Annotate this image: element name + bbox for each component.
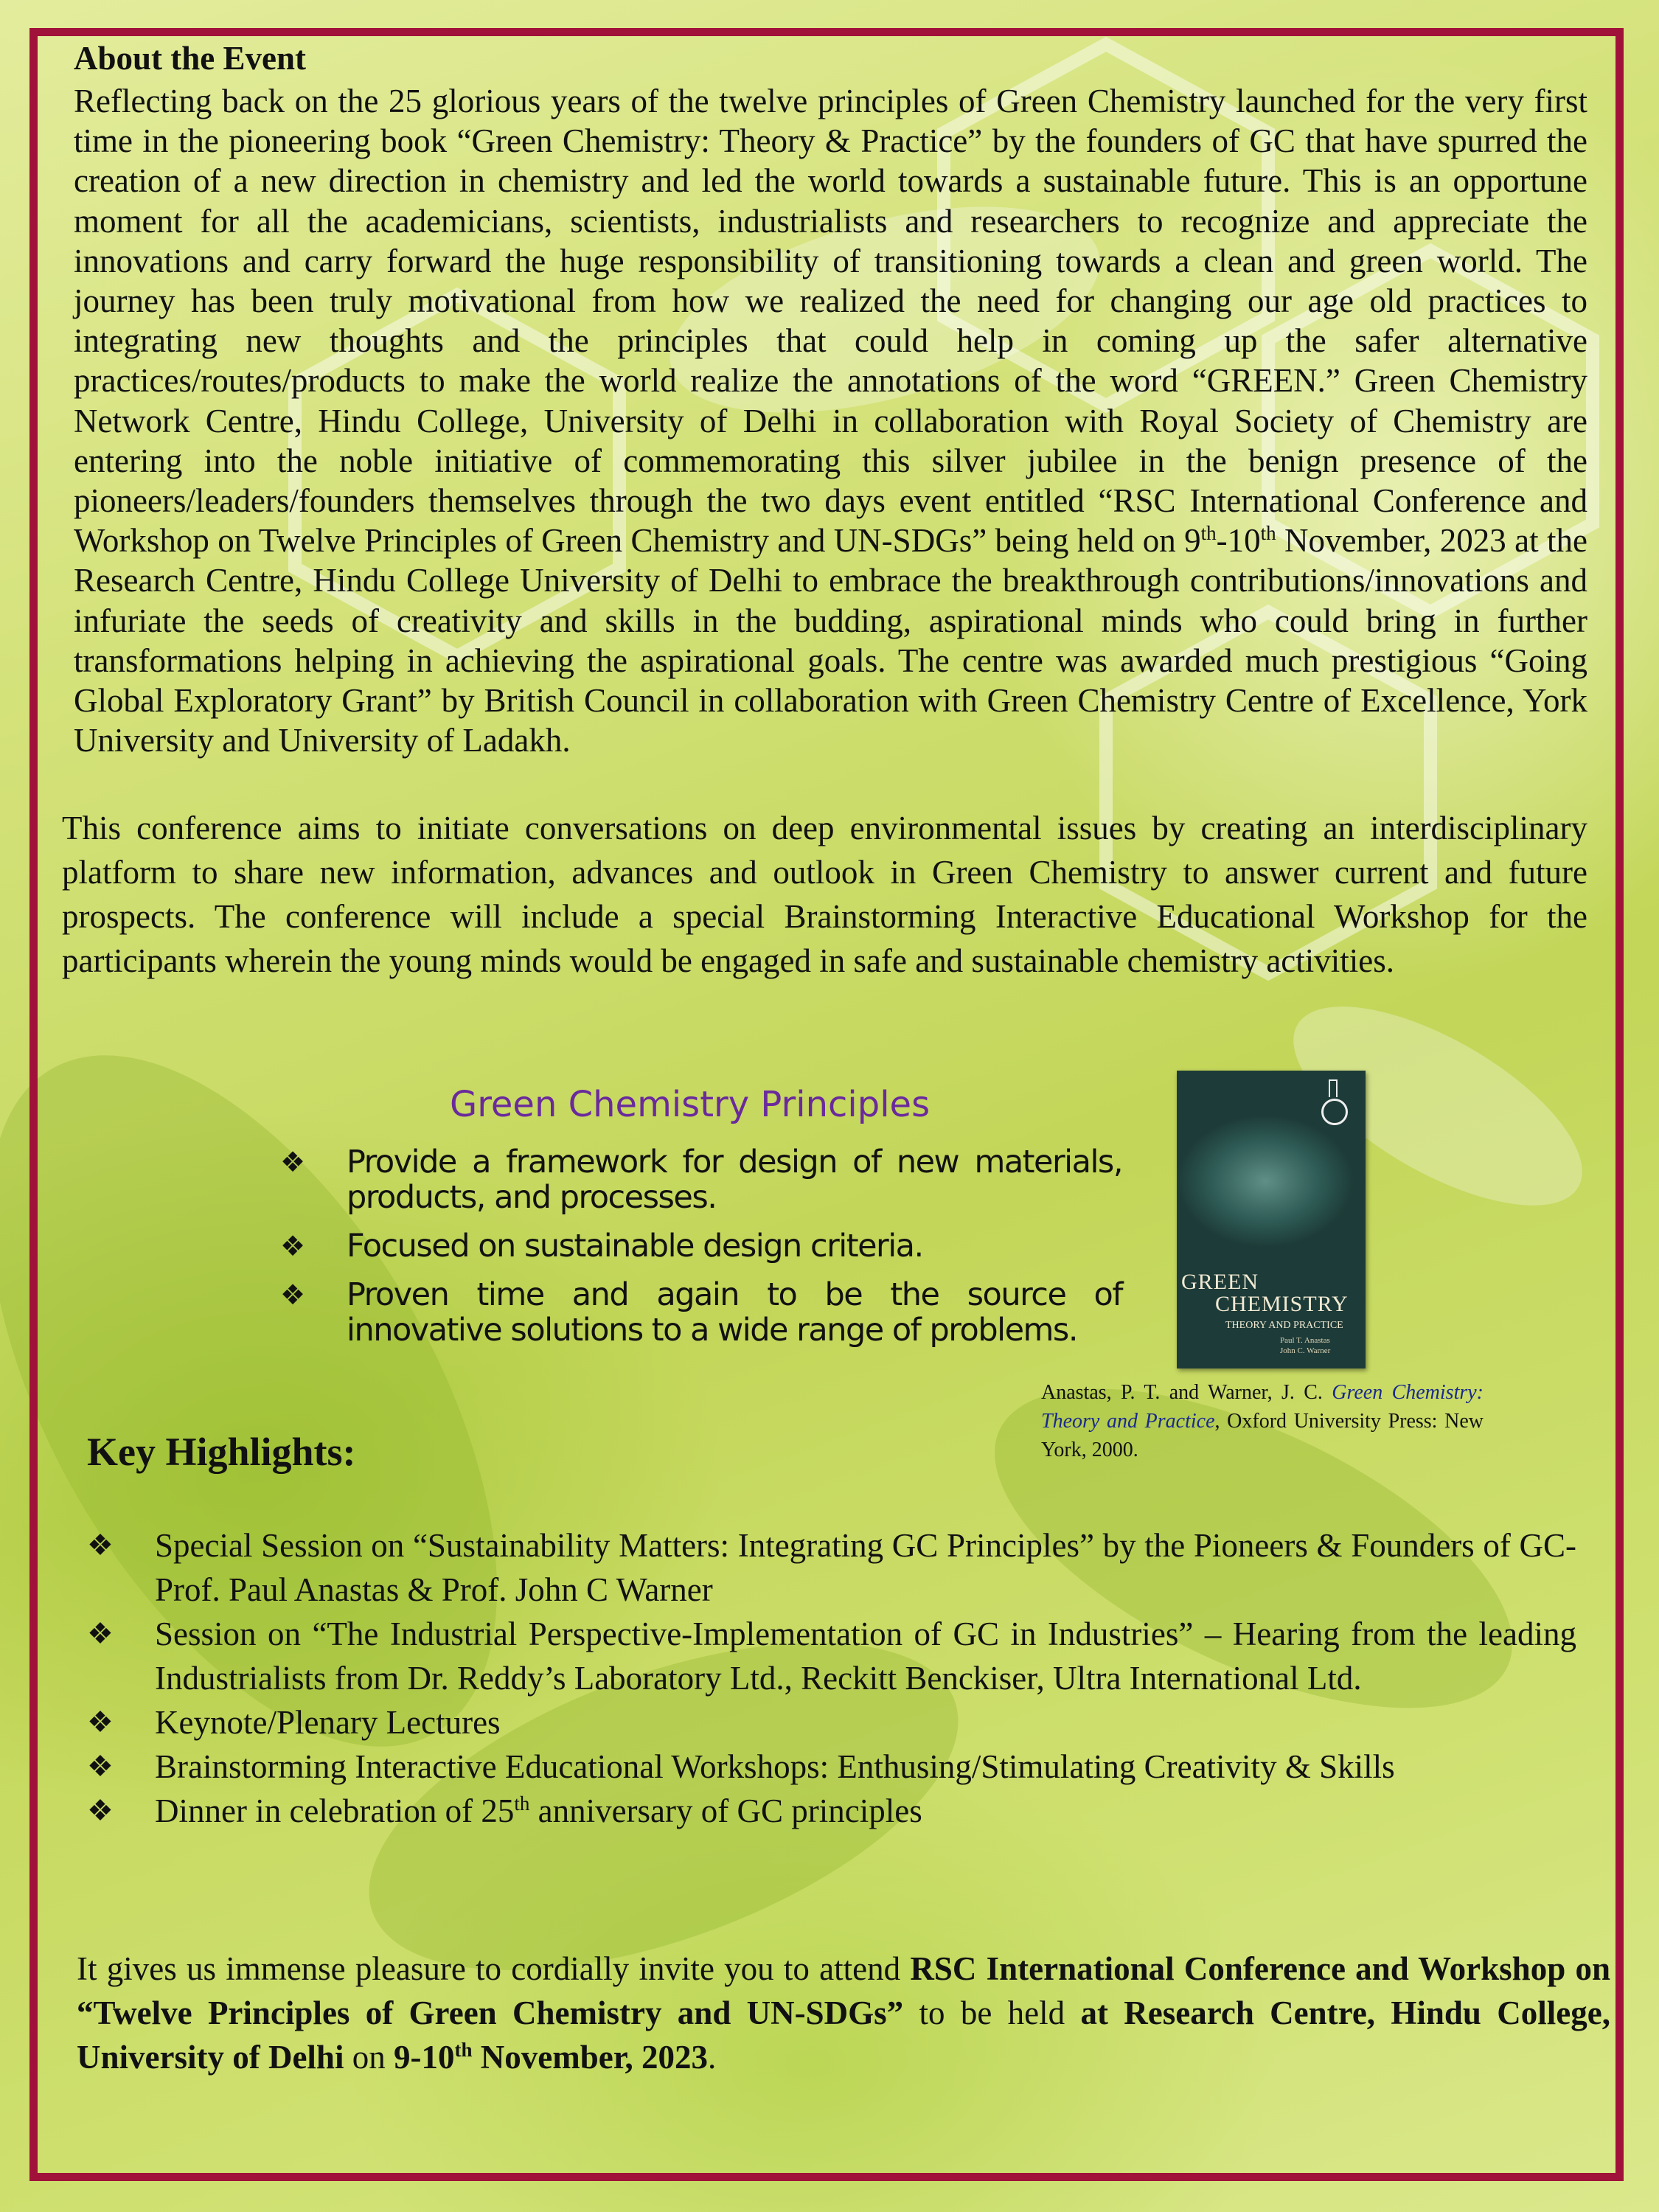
citation-title: Green Chemistry: Theory and Practice <box>1041 1381 1484 1433</box>
superscript: th <box>454 2039 473 2061</box>
about-event-heading: About the Event <box>74 40 307 77</box>
list-item-text: Dinner in celebration of 25 <box>155 1792 515 1829</box>
invite-event-name: RSC International Conference and Workshop on “Twelve Principles of Green Chemistry and UN-SDGs” <box>77 1950 1610 2031</box>
book-author: Paul T. Anastas <box>1280 1336 1330 1345</box>
list-item <box>280 1228 1122 1264</box>
flask-icon <box>1329 1079 1338 1097</box>
principles-heading: Green Chemistry Principles <box>450 1084 931 1125</box>
list-item <box>87 1700 1576 1745</box>
superscript: th <box>1200 522 1217 545</box>
list-item-text: Session on “The Industrial Perspective-Implementation of GC in Industries” – Hearing from the leading Industrialists from Dr. Reddy’s Laboratory Ltd., Reckitt Benckiser, Ultra International Ltd. <box>155 1615 1576 1697</box>
diamond-bullet-icon: ❖ <box>280 1279 306 1311</box>
list-item <box>280 1277 1122 1348</box>
invite-date-days: 9-10 <box>393 2039 455 2076</box>
book-title-line1: GREEN <box>1181 1270 1259 1294</box>
diamond-bullet-icon: ❖ <box>280 1146 306 1178</box>
superscript: th <box>514 1792 530 1815</box>
invite-date <box>394 2039 708 2076</box>
diamond-bullet-icon: ❖ <box>87 1528 114 1562</box>
invitation-paragraph <box>77 1947 1610 2079</box>
list-item-text: Proven time and again to be the source of innovative solutions to a wide range of problems. <box>347 1276 1122 1349</box>
about-text-part: November, 2023 at the Research Centre, Hindu College University of Delhi to embrace the breakthrough contributions/innovations and infuriate the seeds of creativity and skills in the budding, aspirational minds who could bring in further transformations helping in achieving the aspirational goals. The centre was awarded much prestigious “Going Global Exploratory Grant” by British Council in collaboration with Green Chemistry Centre of Excellence, York University and University of Ladakh. <box>74 522 1587 759</box>
list-item <box>87 1789 1576 1833</box>
book-subtitle: THEORY AND PRACTICE <box>1225 1320 1343 1331</box>
list-item <box>87 1523 1576 1612</box>
invite-text: . <box>708 2039 717 2076</box>
about-text-part: -10 <box>1216 522 1261 560</box>
principles-list <box>280 1144 1122 1361</box>
list-item-text: Focused on sustainable design criteria. <box>347 1228 923 1265</box>
list-item <box>87 1612 1576 1700</box>
key-highlights-list <box>87 1523 1576 1833</box>
list-item-text: Keynote/Plenary Lectures <box>155 1704 501 1741</box>
invite-venue: at Research Centre, Hindu College, University of Delhi <box>77 1994 1610 2076</box>
diamond-bullet-icon: ❖ <box>87 1705 114 1739</box>
diamond-bullet-icon: ❖ <box>87 1750 114 1783</box>
list-item-text: Special Session on “Sustainability Matters: Integrating GC Principles” by the Pioneers & Founders of GC- Prof. Paul Anastas & Prof. John C Warner <box>155 1527 1576 1608</box>
diamond-bullet-icon: ❖ <box>87 1794 114 1827</box>
about-text-part: Reflecting back on the 25 glorious years of the twelve principles of Green Chemistry launched for the very first time in the pioneering book “Green Chemistry: Theory & Practice” by the founders of GC that have spurred the creation of a new direction in chemistry and led the world towards a sustainable future. This is an opportune moment for all the academicians, scientists, industrialists and researchers to recognize and appreciate the innovations and carry forward the huge responsibility of transitioning towards a clean and green world. The journey has been truly motivational from how we realized the need for changing our age old practices to integrating new thoughts and the principles that could help in coming up the safer alternative practices/routes/products to make the world realize the annotations of the word “GREEN.” Green Chemistry Network Centre, Hindu College, University of Delhi in collaboration with Royal Society of Chemistry are entering into the noble initiative of commemorating this silver jubilee in the benign presence of the pioneers/leaders/founders themselves through the two days event entitled “RSC International Conference and Workshop on Twelve Principles of Green Chemistry and UN-SDGs” being held on 9 <box>74 83 1587 560</box>
invite-date-month: November, 2023 <box>472 2039 709 2076</box>
list-item-text: Provide a framework for design of new materials, products, and processes. <box>347 1144 1122 1216</box>
list-item <box>280 1144 1122 1215</box>
key-highlights-heading: Key Highlights: <box>87 1430 356 1474</box>
book-title-line2: CHEMISTRY <box>1215 1292 1349 1316</box>
list-item <box>87 1745 1576 1789</box>
citation-publisher: , Oxford University Press: New York, 2000. <box>1041 1410 1484 1461</box>
diamond-bullet-icon: ❖ <box>87 1617 114 1650</box>
superscript: th <box>1260 522 1276 545</box>
citation-authors: Anastas, P. T. and Warner, J. C. <box>1041 1381 1332 1404</box>
invite-text: on <box>344 2039 394 2076</box>
diamond-bullet-icon: ❖ <box>280 1230 306 1262</box>
book-citation <box>1041 1378 1484 1464</box>
book-author: John C. Warner <box>1280 1346 1331 1355</box>
globe-icon <box>1321 1099 1348 1125</box>
list-item-text: anniversary of GC principles <box>529 1792 922 1829</box>
invite-text: to be held <box>903 1994 1081 2031</box>
conference-aims-paragraph: This conference aims to initiate conversations on deep environmental issues by creating an interdisciplinary platform to share new information, advances and outlook in Green Chemistry to answer current and future prospects. The conference will include a special Brainstorming Interactive Educational Workshop for the participants wherein the young minds would be engaged in safe and sustainable chemistry activities. <box>62 810 1587 979</box>
invite-text: It gives us immense pleasure to cordially invite you to attend <box>77 1950 911 1987</box>
book-cover-image <box>1177 1071 1366 1368</box>
list-item-text: Brainstorming Interactive Educational Workshops: Enthusing/Stimulating Creativity & Skills <box>155 1748 1395 1785</box>
about-event-paragraph <box>74 81 1587 760</box>
